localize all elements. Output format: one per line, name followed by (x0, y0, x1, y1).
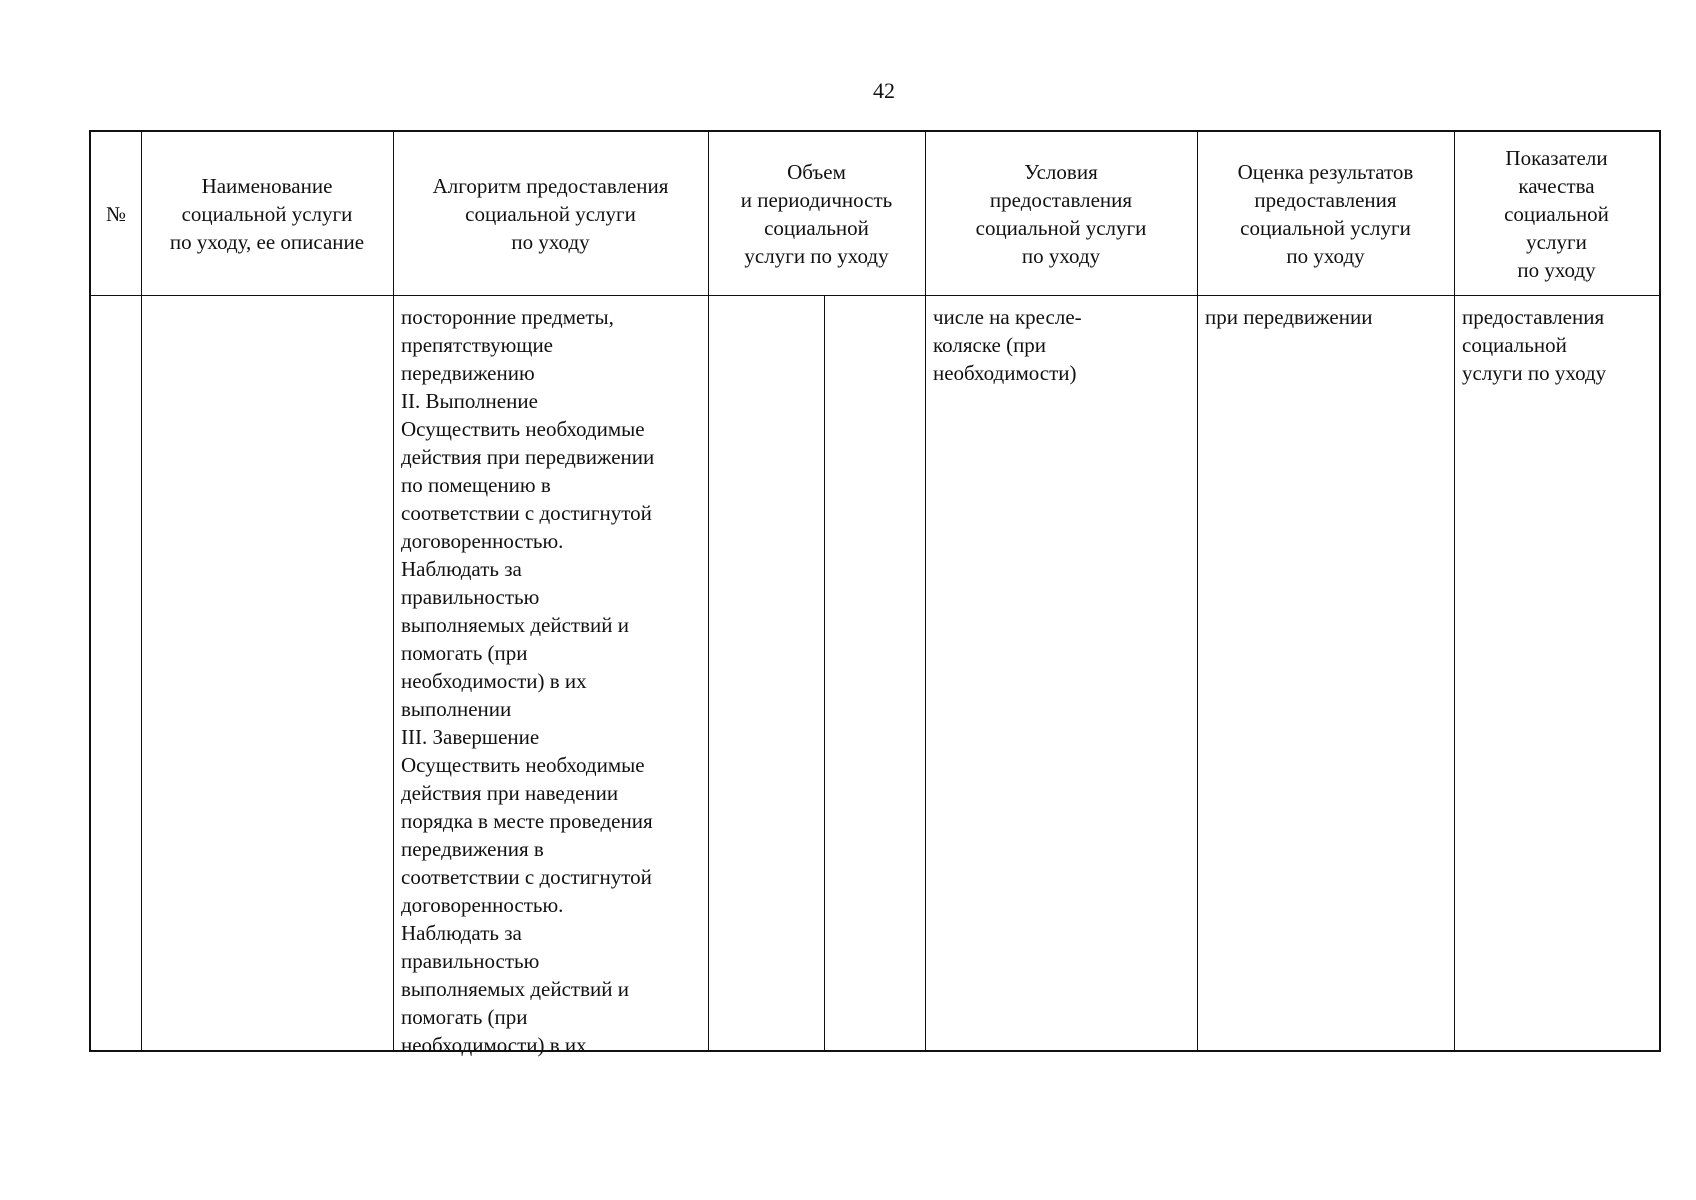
cell-text-line: коляске (при (933, 333, 1047, 357)
header-text-line: по уходу (511, 229, 590, 254)
header-text-line: по уходу (1517, 257, 1596, 282)
header-text-line: Объем (787, 159, 846, 184)
cell-text-line: соответствии с достигнутой (401, 865, 652, 889)
algorithm-cell (393, 295, 708, 1059)
header-text-line: Наименование (201, 173, 333, 198)
cell-text-line: действия при наведении (401, 781, 619, 805)
header-text-line: Показатели (1505, 145, 1608, 170)
cell-text-line: договоренностью. (401, 893, 564, 917)
header-text-line: социальной услуги (975, 215, 1147, 240)
header-number (91, 132, 141, 295)
header-text-line: Условия (1024, 159, 1098, 184)
cell-text-line: Осуществить необходимые (401, 753, 645, 777)
header-conditions (925, 132, 1197, 295)
header-text-line: предоставления (1254, 187, 1397, 212)
cell-text-line: числе на кресле- (933, 305, 1082, 329)
cell-text-line: правильностью (401, 949, 540, 973)
cell-text-line: услуги по уходу (1462, 361, 1607, 385)
cell-text-line: выполнении (401, 697, 512, 721)
header-text-line: № (105, 201, 127, 226)
header-text-line: Оценка результатов (1237, 159, 1414, 184)
cell-text-line: необходимости) в их (401, 669, 587, 693)
header-text-line: качества (1518, 173, 1595, 198)
cell-text-line: препятствующие (401, 333, 554, 357)
header-text-line: Алгоритм предоставления (432, 173, 669, 198)
cell-text-line: Наблюдать за (401, 557, 522, 581)
header-algorithm (393, 132, 708, 295)
header-text-line: услуги (1526, 229, 1587, 254)
cell-text-line: договоренностью. (401, 529, 564, 553)
cell-text-line: необходимости) (933, 361, 1077, 385)
header-text-line: по уходу (1286, 243, 1365, 268)
cell-text-line: помогать (при (401, 641, 528, 665)
cell-text-line: необходимости) в их (401, 1033, 587, 1057)
column-subdivider (824, 295, 825, 1050)
header-service-name (141, 132, 393, 295)
cell-text-line: порядка в месте проведения (401, 809, 653, 833)
header-text-line: социальной услуги (181, 201, 353, 226)
cell-text-line: при передвижении (1205, 305, 1373, 329)
header-evaluation (1197, 132, 1454, 295)
cell-text-line: выполняемых действий и (401, 977, 629, 1001)
cell-text-line: передвижения в (401, 837, 544, 861)
cell-text-line: социальной (1462, 333, 1567, 357)
header-text-line: социальной (764, 215, 869, 240)
cell-text-line: соответствии с достигнутой (401, 501, 652, 525)
header-text-line: социальной услуги (465, 201, 636, 226)
cell-text-line: предоставления (1462, 305, 1605, 329)
conditions-cell (925, 295, 1197, 387)
cell-text-line: Наблюдать за (401, 921, 522, 945)
header-text-line: социальной услуги (1240, 215, 1411, 240)
cell-text-line: посторонние предметы, (401, 305, 614, 329)
header-text-line: и периодичность (740, 187, 893, 212)
header-text-line: услуги по уходу (744, 243, 889, 268)
evaluation-cell (1197, 295, 1454, 331)
cell-text-line: правильностью (401, 585, 540, 609)
cell-text-line: по помещению в (401, 473, 551, 497)
cell-text-line: II. Выполнение (401, 389, 538, 413)
cell-text-line: помогать (при (401, 1005, 528, 1029)
header-text-line: предоставления (989, 187, 1133, 212)
services-table (89, 130, 1661, 1057)
header-text-line: по уходу (1021, 243, 1101, 268)
cell-text-line: выполняемых действий и (401, 613, 629, 637)
header-text-line: по уходу, ее описание (169, 229, 365, 254)
header-volume (708, 132, 925, 295)
header-text-line: социальной (1504, 201, 1609, 226)
cell-text-line: Осуществить необходимые (401, 417, 645, 441)
cell-text-line: передвижению (401, 361, 535, 385)
page-number: 42 (873, 78, 895, 103)
cell-text-line: III. Завершение (401, 725, 540, 749)
quality-cell (1454, 295, 1659, 387)
header-quality-indicators (1454, 132, 1659, 295)
cell-text-line: действия при передвижении (401, 445, 655, 469)
